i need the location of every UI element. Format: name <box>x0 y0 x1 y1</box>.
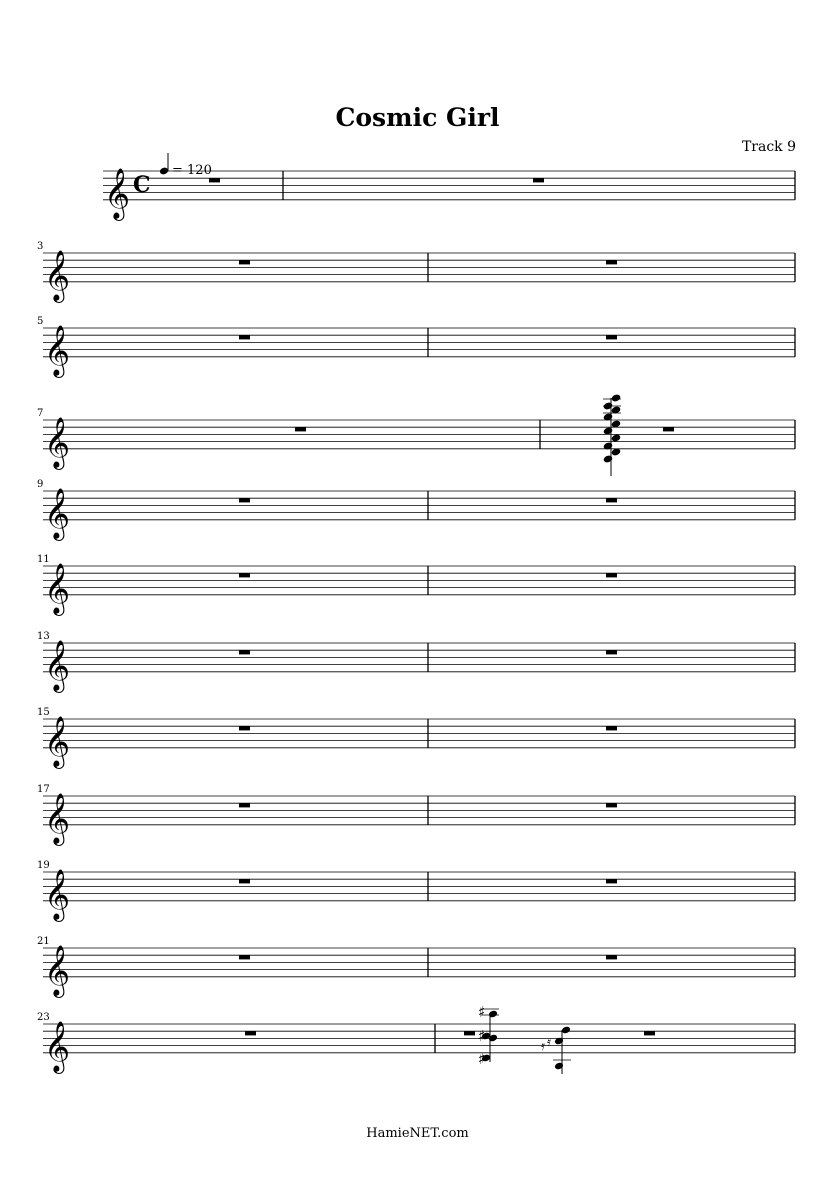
whole-rest <box>606 879 617 883</box>
measure-number: 15 <box>37 707 50 718</box>
footer-credit: HamieNET.com <box>366 1126 469 1141</box>
sixteenth-rest-icon: 𝄿 <box>541 1039 545 1054</box>
whole-rest <box>606 260 617 264</box>
sharp-icon: ♯ <box>478 1003 486 1021</box>
chord-notehead <box>611 393 621 402</box>
treble-clef-icon: 𝄞 <box>44 562 71 614</box>
measure-number: 7 <box>37 408 44 419</box>
staff-system <box>37 784 795 846</box>
chord-notehead <box>611 433 621 442</box>
whole-rest <box>644 1031 655 1035</box>
whole-rest <box>239 955 250 959</box>
whole-rest <box>533 178 544 182</box>
whole-rest <box>606 573 617 577</box>
score-marks <box>159 153 621 1074</box>
chord-notehead <box>488 1010 498 1019</box>
whole-rest <box>464 1031 475 1035</box>
measure-number: 21 <box>37 936 50 947</box>
staff-system <box>37 936 795 998</box>
whole-rest <box>239 260 250 264</box>
whole-rest <box>239 726 250 730</box>
whole-rest <box>606 955 617 959</box>
chord-notehead <box>554 1037 564 1046</box>
measure-number: 13 <box>37 631 50 642</box>
track-label: Track 9 <box>741 139 796 155</box>
measure-number: 5 <box>37 316 44 327</box>
staff-system <box>37 241 795 303</box>
whole-rest <box>239 879 250 883</box>
whole-rest <box>295 427 306 431</box>
staff-system <box>37 1012 795 1074</box>
page-title: Cosmic Girl <box>335 103 500 132</box>
whole-rest <box>245 1031 256 1035</box>
whole-rest <box>239 498 250 502</box>
treble-clef-icon: 𝄞 <box>44 715 71 767</box>
staff-system <box>37 860 795 922</box>
treble-clef-icon: 𝄞 <box>44 416 71 468</box>
sharp-icon: ♯ <box>478 1027 486 1045</box>
staff-system <box>37 707 795 769</box>
measure-number: 9 <box>37 479 44 490</box>
measure-number: 11 <box>37 554 50 565</box>
whole-rest <box>606 803 617 807</box>
sharp-icon: ♯ <box>478 1050 486 1068</box>
staff-system <box>37 479 795 541</box>
measure-number: 17 <box>37 784 50 795</box>
sixteenth-rest-icon: 𝄿 <box>547 1035 551 1050</box>
whole-rest <box>606 726 617 730</box>
treble-clef-icon: 𝄞 <box>44 487 71 539</box>
staff-system <box>37 316 795 378</box>
treble-clef-icon: 𝄞 <box>44 944 71 996</box>
measure-number: 19 <box>37 860 50 871</box>
whole-rest <box>239 650 250 654</box>
treble-clef-icon: 𝄞 <box>44 792 71 844</box>
whole-rest <box>239 335 250 339</box>
chord-notehead <box>554 1062 564 1071</box>
whole-rest <box>663 427 674 431</box>
whole-rest <box>239 803 250 807</box>
staff-system <box>37 554 795 616</box>
chord-notehead <box>603 454 613 463</box>
staff-system <box>37 631 795 693</box>
whole-rest <box>606 498 617 502</box>
whole-rest <box>239 573 250 577</box>
staff-system <box>37 408 795 470</box>
treble-clef-icon: 𝄞 <box>44 639 71 691</box>
treble-clef-icon: 𝄞 <box>44 868 71 920</box>
treble-clef-icon: 𝄞 <box>44 324 71 376</box>
measure-number: 3 <box>37 241 44 252</box>
treble-clef-icon: 𝄞 <box>44 249 71 301</box>
treble-clef-icon: 𝄞 <box>104 167 131 219</box>
measure-number: 23 <box>37 1012 50 1023</box>
whole-rest <box>209 178 220 182</box>
treble-clef-icon: 𝄞 <box>44 1020 71 1072</box>
whole-rest <box>606 335 617 339</box>
staff-systems <box>37 168 795 1074</box>
time-signature: C <box>133 172 151 198</box>
whole-rest <box>606 650 617 654</box>
tempo-text: = 120 <box>172 163 212 178</box>
